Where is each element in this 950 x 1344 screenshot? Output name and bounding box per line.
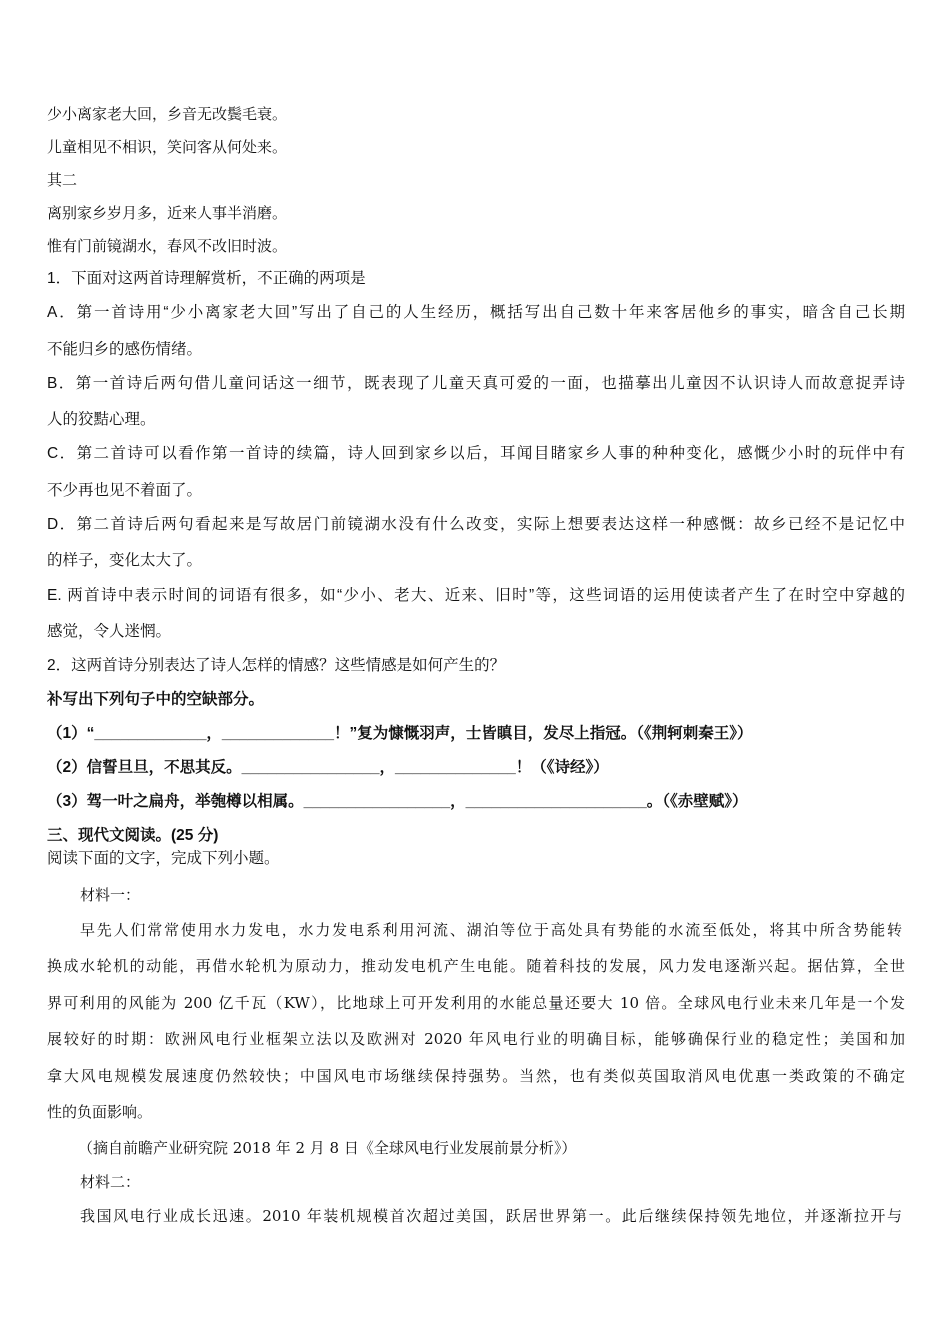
poem1-line1: 少小离家老大回，乡音无改鬓毛衰。 — [47, 105, 288, 123]
poem2-line2: 惟有门前镜湖水，春风不改旧时波。 — [47, 237, 288, 255]
poem2-line1: 离别家乡岁月多，近来人事半消磨。 — [47, 204, 288, 222]
fill-blank-heading: 补写出下列句子中的空缺部分。 — [47, 691, 265, 708]
material-1-line5: 拿大风电规模发展速度仍然较快；中国风电市场继续保持强势。当然，也有类似英国取消风电优惠一类政策的不确定 — [47, 1067, 905, 1085]
material-1-line1: 早先人们常常使用水力发电，水力发电系利用河流、湖泊等位于高处具有势能的水流至低处，将其中所含势能转 — [80, 921, 902, 939]
poem1-line2: 儿童相见不相识，笑问客从何处来。 — [47, 138, 288, 156]
option-b-line2: 人的狡黠心理。 — [47, 411, 156, 428]
option-a-line2: 不能归乡的感伤情绪。 — [47, 341, 203, 358]
option-a-line1: A．第一首诗用“少小离家老大回”写出了自己的人生经历，概括写出自己数十年来客居他乡的事实，暗含自己长期 — [47, 304, 905, 321]
question-2-stem: 2．这两首诗分别表达了诗人怎样的情感？这些情感是如何产生的？ — [47, 657, 506, 674]
fill-blank-item-1: （1）“_____________，_____________！”复为慷慨羽声，士皆瞋目，发尽上指冠。（《荆轲刺秦王》） — [47, 725, 753, 742]
option-c-line1: C．第二首诗可以看作第一首诗的续篇，诗人回到家乡以后，耳闻目睹家乡人事的种种变化，感慨少小时的玩伴中有 — [47, 445, 905, 462]
material-1-line2: 换成水轮机的动能，再借水轮机为原动力，推动发电机产生电能。随着科技的发展，风力发电逐渐兴起。据估算，全世 — [47, 957, 905, 975]
fill-blank-item-2: （2）信誓旦旦，不思其反。________________，______________！（《诗经》） — [47, 759, 609, 776]
option-b-line1: B．第一首诗后两句借儿童问话这一细节，既表现了儿童天真可爱的一面，也描摹出儿童因不认识诗人而故意捉弄诗 — [47, 375, 905, 392]
material-1-source: （摘自前瞻产业研究院 2018 年 2 月 8 日《全球风电行业发展前景分析》） — [78, 1139, 577, 1157]
option-c-line2: 不少再也见不着面了。 — [47, 482, 203, 499]
option-e-line1: E. 两首诗中表示时间的词语有很多，如“少小、老大、近来、旧时”等，这些词语的运用使读者产生了在时空中穿越的 — [47, 587, 905, 604]
option-d-line1: D．第二首诗后两句看起来是写故居门前镜湖水没有什么改变，实际上想要表达这样一种感慨：故乡已经不是记忆中 — [47, 516, 905, 533]
material-1-line6: 性的负面影响。 — [47, 1103, 153, 1121]
material-1-line3: 界可利用的风能为 200 亿千瓦（KW），比地球上可开发利用的水能总量还要大 10 倍。全球风电行业未来几年是一个发 — [47, 994, 905, 1012]
material-2-label: 材料二： — [80, 1173, 141, 1191]
fill-blank-item-3: （3）驾一叶之扁舟，举匏樽以相属。_________________，_____________________。（《赤壁赋》） — [47, 793, 748, 810]
section-3-instruction: 阅读下面的文字，完成下列小题。 — [47, 850, 280, 867]
poem2-heading: 其二 — [47, 171, 78, 189]
question-1-stem: 1．下面对这两首诗理解赏析，不正确的两项是 — [47, 270, 366, 287]
material-1-label: 材料一： — [80, 886, 141, 904]
material-1-line4: 展较好的时期：欧洲风电行业框架立法以及欧洲对 2020 年风电行业的明确目标，能够确保行业的稳定性；美国和加 — [47, 1030, 905, 1048]
option-e-line2: 感觉，令人迷惘。 — [47, 623, 172, 640]
material-2-line1: 我国风电行业成长迅速。2010 年装机规模首次超过美国，跃居世界第一。此后继续保持领先地位，并逐渐拉开与 — [80, 1207, 902, 1225]
option-d-line2: 的样子，变化太大了。 — [47, 552, 203, 569]
section-3-heading: 三、现代文阅读。(25 分) — [47, 827, 219, 844]
